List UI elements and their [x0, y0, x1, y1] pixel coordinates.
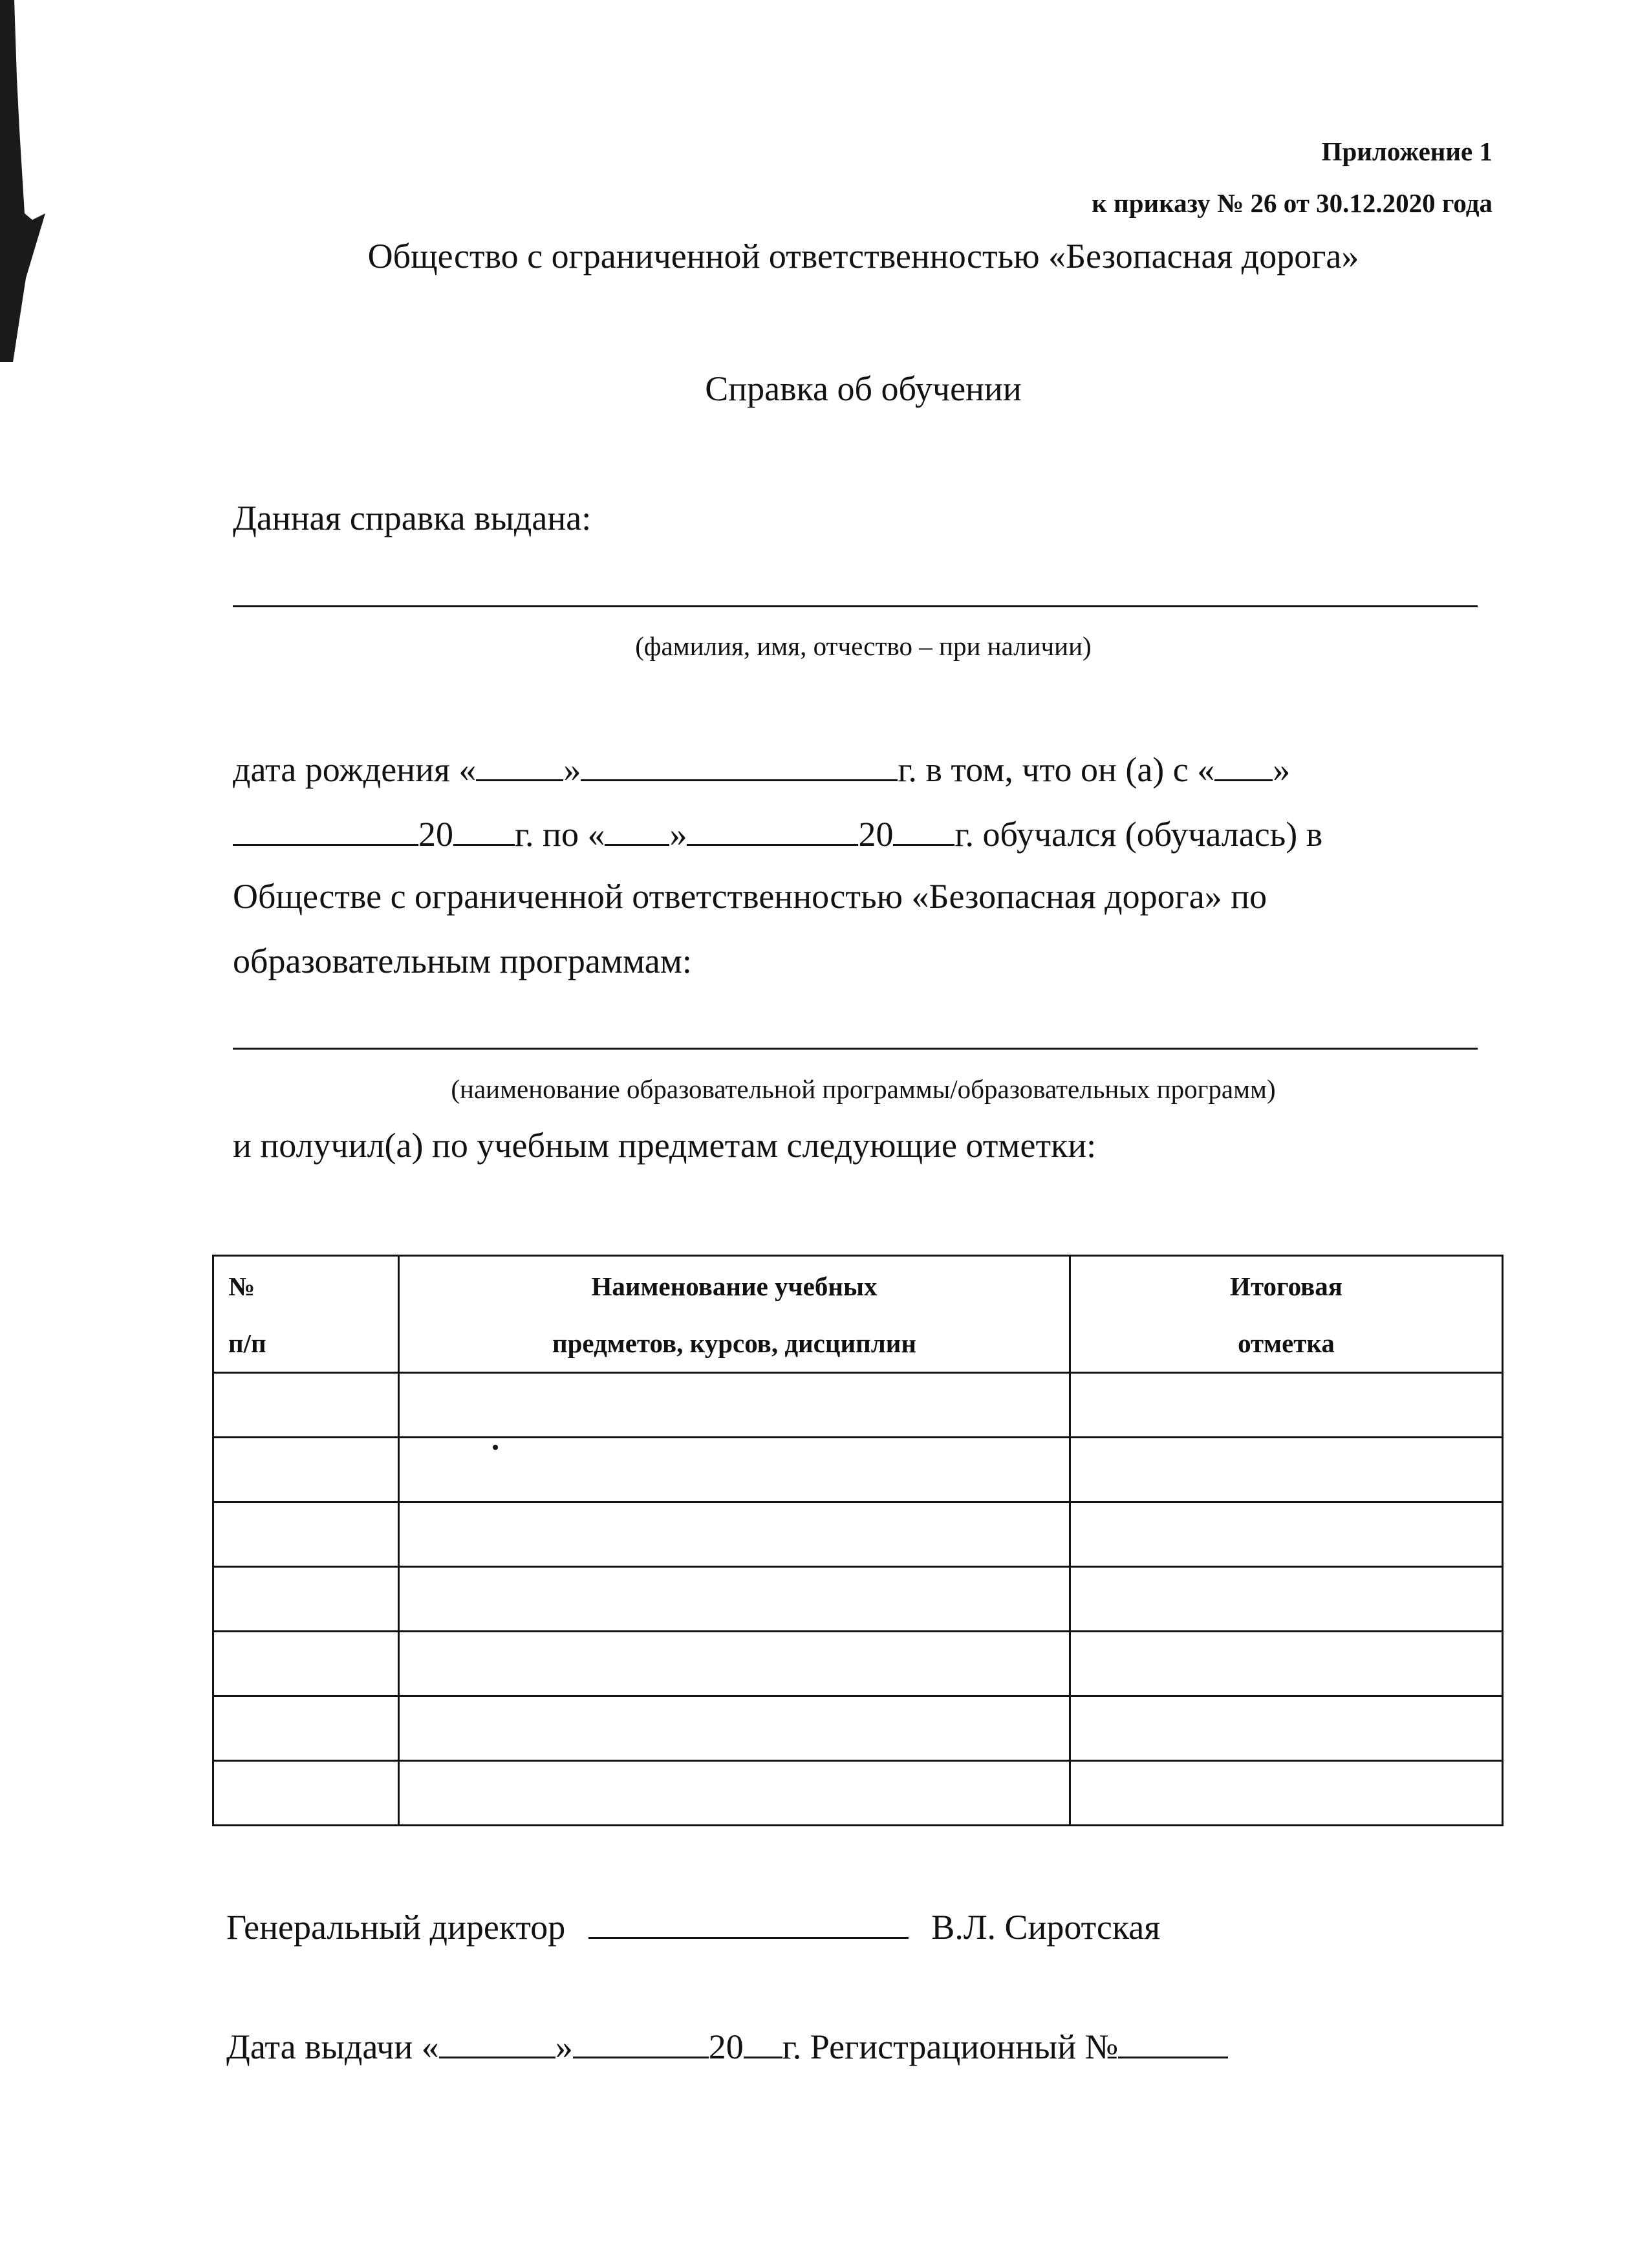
grades-intro: и получил(а) по учебным предметам следующие отметки: [233, 1126, 1097, 1165]
program-caption: (наименование образовательной программы/образовательных программ) [451, 1074, 1276, 1104]
cell-mark[interactable] [1070, 1567, 1503, 1632]
end-day-blank[interactable] [605, 812, 669, 846]
cell-number[interactable] [213, 1438, 399, 1502]
issue-text-3: 20 [708, 2027, 744, 2066]
issue-year-blank[interactable] [744, 2024, 782, 2058]
cell-number[interactable] [213, 1567, 399, 1632]
cell-mark[interactable] [1070, 1373, 1503, 1438]
scan-edge-artifact [0, 0, 45, 362]
issue-month-blank[interactable] [573, 2024, 709, 2058]
issue-text-4: г. Регистрационный № [782, 2027, 1119, 2066]
period-text-3: » [669, 815, 687, 854]
signature-line [226, 1905, 1160, 1947]
cell-mark[interactable] [1070, 1502, 1503, 1567]
issue-day-blank[interactable] [439, 2024, 555, 2058]
cell-number[interactable] [213, 1502, 399, 1567]
birth-day-blank[interactable] [476, 747, 563, 781]
cell-subject[interactable] [399, 1632, 1070, 1696]
table-row [213, 1502, 1503, 1567]
cell-subject[interactable] [399, 1761, 1070, 1826]
issued-to-label: Данная справка выдана: [233, 499, 592, 537]
table-row [213, 1438, 1503, 1502]
grades-table [212, 1255, 1503, 1826]
birth-text-3: г. в том, что он (а) с « [898, 750, 1215, 789]
appendix-label: Приложение 1 [1321, 136, 1493, 166]
col-number-label-1: № [228, 1271, 255, 1301]
grades-table-header [213, 1256, 1503, 1373]
cell-subject[interactable] [399, 1438, 1070, 1502]
organization-name: Общество с ограниченной ответственностью «Безопасная дорога» [367, 237, 1359, 275]
issue-text-2: » [555, 2027, 573, 2066]
cell-subject[interactable] [399, 1373, 1070, 1438]
cell-subject[interactable] [399, 1502, 1070, 1567]
program-line[interactable] [233, 1048, 1478, 1050]
issue-line [226, 2024, 1228, 2067]
col-mark-label-1: Итоговая [1230, 1271, 1342, 1301]
col-subject-header [399, 1256, 1070, 1373]
period-text-2: г. по « [515, 815, 605, 854]
start-month-blank[interactable] [233, 812, 418, 846]
document-title: Справка об обучении [705, 369, 1022, 408]
birth-line [233, 747, 1290, 790]
end-year-blank[interactable] [893, 812, 954, 846]
col-subject-label-2: предметов, курсов, дисциплин [552, 1328, 916, 1358]
cell-number[interactable] [213, 1761, 399, 1826]
order-reference: к приказу № 26 от 30.12.2020 года [1092, 188, 1493, 218]
registration-number-blank[interactable] [1118, 2024, 1228, 2058]
start-day-blank[interactable] [1214, 747, 1273, 781]
director-position: Генеральный директор [226, 1908, 566, 1947]
cell-mark[interactable] [1070, 1761, 1503, 1826]
cell-mark[interactable] [1070, 1632, 1503, 1696]
table-row [213, 1761, 1503, 1826]
end-month-blank[interactable] [687, 812, 858, 846]
name-line[interactable] [233, 605, 1478, 607]
cell-mark[interactable] [1070, 1438, 1503, 1502]
birth-text-4: » [1273, 750, 1291, 789]
birth-month-year-blank[interactable] [581, 747, 898, 781]
cell-mark[interactable] [1070, 1696, 1503, 1761]
start-year-blank[interactable] [453, 812, 515, 846]
col-mark-header [1070, 1256, 1503, 1373]
programs-label: образовательным программам: [233, 942, 692, 980]
table-row [213, 1373, 1503, 1438]
birth-text-1: дата рождения « [233, 750, 477, 789]
period-text-4: 20 [858, 815, 894, 854]
period-text-1: 20 [418, 815, 453, 854]
period-line [233, 812, 1322, 854]
scan-speck [493, 1445, 498, 1450]
col-number-label-2: п/п [228, 1328, 266, 1358]
col-subject-label-1: Наименование учебных [591, 1271, 878, 1301]
cell-subject[interactable] [399, 1696, 1070, 1761]
director-name: В.Л. Сиротская [931, 1908, 1161, 1947]
org-line: Обществе с ограниченной ответственностью «Безопасная дорога» по [233, 877, 1267, 916]
name-caption: (фамилия, имя, отчество – при наличии) [635, 631, 1092, 661]
cell-subject[interactable] [399, 1567, 1070, 1632]
issue-text-1: Дата выдачи « [226, 2027, 439, 2066]
cell-number[interactable] [213, 1696, 399, 1761]
cell-number[interactable] [213, 1632, 399, 1696]
birth-text-2: » [563, 750, 581, 789]
period-text-5: г. обучался (обучалась) в [954, 815, 1323, 854]
table-row [213, 1696, 1503, 1761]
table-row [213, 1632, 1503, 1696]
table-row [213, 1567, 1503, 1632]
col-mark-label-2: отметка [1238, 1328, 1335, 1358]
signature-blank[interactable] [588, 1905, 909, 1939]
cell-number[interactable] [213, 1373, 399, 1438]
col-number-header [213, 1256, 399, 1373]
